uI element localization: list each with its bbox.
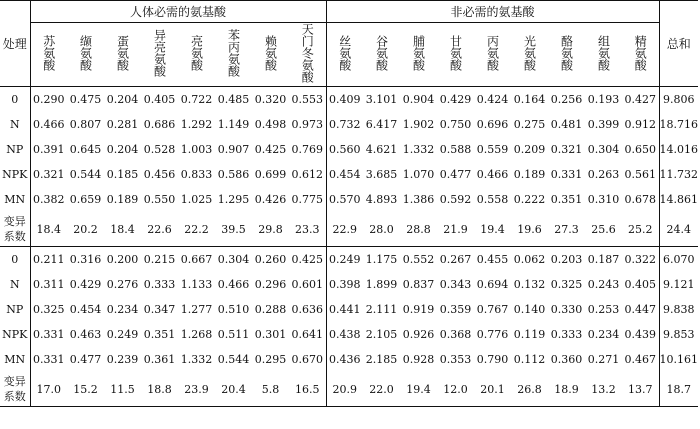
- table-cell: 0.561: [622, 162, 659, 187]
- row-label-text: NPK: [2, 328, 28, 341]
- table-row: [0, 212, 698, 247]
- table-cell: 0.296: [254, 278, 287, 291]
- table-cell: 0.185: [106, 168, 139, 181]
- row-label: [0, 162, 30, 187]
- table-cell: 0.351: [143, 328, 176, 341]
- table-row: [0, 272, 698, 297]
- table-cell: 9.838: [663, 303, 695, 316]
- table-cell: 0.447: [622, 297, 659, 322]
- column-label: 苯丙氨酸: [226, 29, 241, 77]
- table-cell: 0.732: [329, 118, 361, 131]
- table-cell: 0.398: [329, 278, 361, 291]
- table-cell: 0.290: [30, 87, 67, 113]
- row-label: [0, 112, 30, 137]
- nonessential-col-header: [511, 23, 548, 87]
- table-cell: 0.426: [254, 193, 287, 206]
- row-label: [0, 297, 30, 322]
- table-cell: 0.650: [622, 137, 659, 162]
- table-cell: 0.353: [439, 353, 472, 366]
- table-cell: 1.070: [402, 168, 435, 181]
- table-cell: 0.267: [437, 247, 474, 273]
- table-cell: 0.320: [252, 87, 289, 113]
- table-cell: 0.215: [141, 247, 178, 273]
- row-label: [0, 247, 30, 273]
- row-label-text: NP: [6, 303, 24, 316]
- row-label-text: 0: [11, 253, 19, 266]
- table-cell: 0.528: [143, 143, 176, 156]
- table-cell: 0.438: [329, 328, 361, 341]
- table-cell: 1.025: [180, 193, 213, 206]
- nonessential-group-header: 非必需的氨基酸: [326, 1, 659, 23]
- table-row: [0, 187, 698, 212]
- table-cell: 13.7: [622, 372, 659, 407]
- table-cell: 11.5: [104, 372, 141, 407]
- table-cell: 18.7: [659, 372, 698, 407]
- table-cell: 0.467: [622, 347, 659, 372]
- table-cell: 0.837: [402, 278, 435, 291]
- table-cell: 0.477: [439, 168, 472, 181]
- table-cell: 1.332: [402, 143, 435, 156]
- table-cell: 9.806: [659, 87, 698, 113]
- table-cell: 0.311: [33, 278, 65, 291]
- table-cell: 6.417: [365, 118, 398, 131]
- table-cell: 0.550: [143, 193, 176, 206]
- table-cell: 0.481: [550, 118, 583, 131]
- table-cell: 0.343: [439, 278, 472, 291]
- table-cell: 0.275: [513, 118, 546, 131]
- table-cell: 0.456: [143, 168, 176, 181]
- table-cell: 0.222: [513, 193, 546, 206]
- table-cell: 0.203: [548, 247, 585, 273]
- table-cell: 0.722: [178, 87, 215, 113]
- table-cell: 0.253: [587, 303, 620, 316]
- column-label: 精氨酸: [633, 35, 648, 71]
- row-label-text: N: [9, 118, 20, 131]
- table-cell: 0.405: [622, 272, 659, 297]
- table-cell: 0.361: [143, 353, 176, 366]
- table-cell: 0.331: [33, 328, 65, 341]
- table-cell: 1.332: [180, 353, 213, 366]
- treatment-header: 处理: [0, 1, 30, 87]
- table-cell: 4.893: [365, 193, 398, 206]
- table-cell: 0.558: [476, 193, 509, 206]
- table-cell: 0.351: [550, 193, 583, 206]
- essential-col-header: [30, 23, 67, 87]
- column-label: 谷氨酸: [374, 35, 389, 71]
- column-label: 组氨酸: [596, 35, 611, 71]
- table-cell: 20.4: [215, 372, 252, 407]
- essential-col-header: [215, 23, 252, 87]
- table-cell: 6.070: [659, 247, 698, 273]
- table-cell: 0.301: [254, 328, 287, 341]
- table-cell: 16.5: [289, 372, 326, 407]
- table-cell: 18.716: [659, 118, 698, 131]
- table-cell: 0.544: [217, 353, 250, 366]
- table-cell: 0.429: [69, 278, 102, 291]
- table-cell: 22.6: [147, 222, 172, 236]
- table-cell: 0.209: [513, 143, 546, 156]
- table-cell: 0.321: [550, 143, 583, 156]
- table-cell: 0.405: [141, 87, 178, 113]
- table-cell: 0.316: [67, 247, 104, 273]
- table-cell: 0.234: [587, 328, 620, 341]
- table-cell: 0.276: [106, 278, 139, 291]
- row-label: [0, 187, 30, 212]
- table-row: [0, 112, 698, 137]
- table-cell: 0.304: [587, 143, 620, 156]
- table-cell: 19.4: [480, 222, 505, 236]
- table-cell: 0.559: [476, 143, 509, 156]
- table-cell: 24.4: [666, 222, 691, 236]
- table-cell: 0.429: [437, 87, 474, 113]
- nonessential-col-header: [400, 23, 437, 87]
- table-cell: 0.510: [217, 303, 250, 316]
- table-cell: 10.161: [659, 353, 698, 366]
- table-cell: 2.111: [365, 303, 398, 316]
- row-label: [0, 212, 30, 247]
- table-cell: 29.8: [258, 222, 283, 236]
- table-cell: 0.333: [143, 278, 176, 291]
- table-cell: 0.455: [474, 247, 511, 273]
- nonessential-col-header: [474, 23, 511, 87]
- table-cell: 0.636: [289, 297, 326, 322]
- table-cell: 0.204: [106, 143, 139, 156]
- table-cell: 0.062: [511, 247, 548, 273]
- table-cell: 0.973: [289, 112, 326, 137]
- table-cell: 0.271: [587, 353, 620, 366]
- table-cell: 0.588: [439, 143, 472, 156]
- nonessential-col-header: [548, 23, 585, 87]
- table-cell: 27.3: [554, 222, 579, 236]
- table-cell: 0.119: [513, 328, 546, 341]
- table-cell: 19.4: [400, 372, 437, 407]
- table-cell: 0.189: [513, 168, 546, 181]
- table-cell: 0.592: [439, 193, 472, 206]
- table-cell: 0.427: [622, 87, 659, 113]
- table-cell: 0.466: [476, 168, 509, 181]
- table-cell: 0.552: [400, 247, 437, 273]
- row-label: [0, 347, 30, 372]
- table-cell: 0.425: [289, 247, 326, 273]
- table-row: [0, 347, 698, 372]
- table-cell: 0.904: [400, 87, 437, 113]
- table-cell: 9.853: [663, 328, 695, 341]
- nonessential-col-header: [326, 23, 363, 87]
- table-cell: 0.322: [622, 247, 659, 273]
- table-cell: 0.928: [402, 353, 435, 366]
- table-cell: 0.399: [587, 118, 620, 131]
- table-row: [0, 297, 698, 322]
- table-cell: 0.359: [439, 303, 472, 316]
- table-cell: 0.641: [289, 322, 326, 347]
- table-cell: 0.132: [513, 278, 546, 291]
- table-cell: 0.686: [143, 118, 176, 131]
- row-label-text: N: [9, 278, 20, 291]
- table-cell: 0.330: [550, 303, 583, 316]
- table-row: [0, 247, 698, 273]
- table-cell: 23.3: [289, 212, 326, 247]
- table-cell: 19.6: [517, 222, 542, 236]
- table-cell: 0.670: [289, 347, 326, 372]
- table-cell: 14.016: [659, 143, 698, 156]
- table-cell: 0.586: [217, 168, 250, 181]
- table-cell: 0.696: [476, 118, 509, 131]
- table-cell: 22.2: [184, 222, 209, 236]
- table-cell: 0.601: [289, 272, 326, 297]
- row-label-text: 变异系数: [3, 375, 26, 403]
- essential-col-header: [67, 23, 104, 87]
- table-cell: 20.9: [326, 372, 363, 407]
- table-cell: 0.678: [622, 187, 659, 212]
- column-label: 蛋氨酸: [115, 35, 130, 71]
- column-label: 丝氨酸: [337, 35, 352, 71]
- table-cell: 1.277: [180, 303, 213, 316]
- table-cell: 0.249: [326, 247, 363, 273]
- column-label: 亮氨酸: [189, 35, 204, 71]
- table-cell: 1.292: [180, 118, 213, 131]
- table-cell: 0.249: [106, 328, 139, 341]
- table-row: [0, 322, 698, 347]
- essential-group-header: 人体必需的氨基酸: [30, 1, 326, 23]
- nonessential-col-header: [363, 23, 400, 87]
- table-cell: 9.121: [663, 278, 695, 291]
- table-cell: 0.466: [217, 278, 250, 291]
- table-cell: 0.790: [476, 353, 509, 366]
- table-cell: 0.325: [33, 303, 65, 316]
- table-cell: 0.360: [550, 353, 583, 366]
- table-cell: 5.8: [252, 372, 289, 407]
- table-cell: 18.4: [110, 222, 135, 236]
- table-cell: 0.454: [69, 303, 102, 316]
- table-cell: 0.382: [33, 193, 65, 206]
- table-cell: 0.645: [69, 143, 102, 156]
- table-cell: 0.560: [329, 143, 361, 156]
- essential-col-header: [289, 23, 326, 87]
- row-label-text: NP: [6, 143, 24, 156]
- table-cell: 0.498: [254, 118, 287, 131]
- essential-col-header: [252, 23, 289, 87]
- essential-col-header: [141, 23, 178, 87]
- table-cell: 0.466: [33, 118, 65, 131]
- table-cell: 0.475: [67, 87, 104, 113]
- table-cell: 39.5: [221, 222, 246, 236]
- row-label-text: MN: [4, 353, 26, 366]
- table-cell: 0.333: [550, 328, 583, 341]
- table-cell: 0.699: [254, 168, 287, 181]
- table-cell: 0.667: [178, 247, 215, 273]
- table-cell: 0.769: [289, 137, 326, 162]
- table-row: [0, 87, 698, 113]
- table-cell: 3.101: [363, 87, 400, 113]
- table-cell: 0.189: [106, 193, 139, 206]
- table-cell: 0.112: [513, 353, 546, 366]
- table-cell: 2.185: [365, 353, 398, 366]
- table-cell: 0.368: [439, 328, 472, 341]
- table-cell: 0.424: [474, 87, 511, 113]
- table-cell: 0.544: [69, 168, 102, 181]
- table-cell: 0.331: [33, 353, 65, 366]
- table-cell: 18.4: [36, 222, 61, 236]
- table-cell: 0.234: [106, 303, 139, 316]
- table-cell: 0.485: [215, 87, 252, 113]
- table-cell: 0.304: [215, 247, 252, 273]
- table-cell: 28.8: [406, 222, 431, 236]
- table-cell: 0.256: [548, 87, 585, 113]
- table-cell: 1.295: [217, 193, 250, 206]
- row-label-text: 变异系数: [3, 215, 26, 243]
- table-cell: 20.1: [474, 372, 511, 407]
- table-cell: 0.164: [511, 87, 548, 113]
- table-cell: 18.9: [548, 372, 585, 407]
- table-cell: 1.003: [180, 143, 213, 156]
- table-cell: 0.391: [33, 143, 65, 156]
- column-label: 赖氨酸: [263, 35, 278, 71]
- table-cell: 0.775: [289, 187, 326, 212]
- column-label: 甘氨酸: [448, 35, 463, 71]
- table-cell: 0.776: [476, 328, 509, 341]
- table-cell: 23.9: [178, 372, 215, 407]
- table-cell: 0.321: [33, 168, 65, 181]
- table-cell: 0.409: [326, 87, 363, 113]
- table-cell: 25.2: [622, 212, 659, 247]
- table-cell: 0.288: [254, 303, 287, 316]
- column-label: 光氨酸: [522, 35, 537, 71]
- table-cell: 0.193: [585, 87, 622, 113]
- row-label: [0, 87, 30, 113]
- table-cell: 1.386: [402, 193, 435, 206]
- table-cell: 0.263: [587, 168, 620, 181]
- column-label: 缬氨酸: [78, 35, 93, 71]
- table-cell: 15.2: [67, 372, 104, 407]
- table-cell: 22.0: [363, 372, 400, 407]
- table-cell: 0.239: [106, 353, 139, 366]
- table-cell: 0.200: [104, 247, 141, 273]
- table-cell: 0.260: [252, 247, 289, 273]
- table-cell: 22.9: [332, 222, 357, 236]
- row-label-text: 0: [11, 93, 19, 106]
- table-cell: 0.912: [622, 112, 659, 137]
- table-cell: 0.659: [69, 193, 102, 206]
- table-cell: 12.0: [437, 372, 474, 407]
- table-cell: 0.187: [585, 247, 622, 273]
- table-cell: 17.0: [30, 372, 67, 407]
- table-cell: 0.211: [30, 247, 67, 273]
- table-cell: 4.621: [365, 143, 398, 156]
- table-cell: 18.8: [141, 372, 178, 407]
- table-cell: 0.454: [329, 168, 361, 181]
- row-label: [0, 272, 30, 297]
- row-label: [0, 137, 30, 162]
- table-row: [0, 162, 698, 187]
- table-cell: 0.553: [289, 87, 326, 113]
- table-cell: 0.243: [587, 278, 620, 291]
- table-cell: 0.807: [69, 118, 102, 131]
- table-row: [0, 137, 698, 162]
- table-cell: 0.907: [217, 143, 250, 156]
- table-cell: 0.439: [622, 322, 659, 347]
- row-label-text: NPK: [2, 168, 28, 181]
- table-cell: 0.425: [254, 143, 287, 156]
- column-label: 苏氨酸: [41, 35, 56, 71]
- table-cell: 1.902: [402, 118, 435, 131]
- total-header: 总和: [659, 1, 698, 87]
- table-cell: 0.612: [289, 162, 326, 187]
- table-cell: 0.331: [550, 168, 583, 181]
- table-cell: 0.750: [439, 118, 472, 131]
- row-label-text: MN: [4, 193, 26, 206]
- column-label: 天门冬氨酸: [300, 23, 315, 83]
- table-cell: 1.899: [365, 278, 398, 291]
- table-cell: 0.919: [402, 303, 435, 316]
- table-cell: 28.0: [369, 222, 394, 236]
- column-label: 丙氨酸: [485, 35, 500, 71]
- essential-col-header: [104, 23, 141, 87]
- table-cell: 0.570: [329, 193, 361, 206]
- column-label: 脯氨酸: [411, 35, 426, 71]
- row-label: [0, 372, 30, 407]
- table-cell: 0.833: [180, 168, 213, 181]
- table-cell: 0.441: [329, 303, 361, 316]
- table-cell: 0.295: [254, 353, 287, 366]
- table-cell: 0.347: [143, 303, 176, 316]
- table-cell: 0.204: [104, 87, 141, 113]
- table-cell: 0.477: [69, 353, 102, 366]
- table-cell: 0.281: [106, 118, 139, 131]
- column-label: 异亮氨酸: [152, 29, 167, 77]
- table-cell: 11.732: [659, 168, 698, 181]
- table-cell: 0.140: [513, 303, 546, 316]
- table-cell: 14.861: [659, 193, 698, 206]
- table-cell: 1.149: [217, 118, 250, 131]
- table-cell: 0.325: [550, 278, 583, 291]
- nonessential-col-header: [622, 23, 659, 87]
- table-cell: 0.694: [476, 278, 509, 291]
- table-cell: 3.685: [365, 168, 398, 181]
- table-cell: 21.9: [443, 222, 468, 236]
- nonessential-col-header: [585, 23, 622, 87]
- column-label: 酪氨酸: [559, 35, 574, 71]
- table-cell: 0.310: [587, 193, 620, 206]
- table-cell: 0.926: [402, 328, 435, 341]
- table-cell: 13.2: [585, 372, 622, 407]
- table-cell: 20.2: [73, 222, 98, 236]
- table-cell: 26.8: [511, 372, 548, 407]
- row-label: [0, 322, 30, 347]
- table-cell: 1.175: [363, 247, 400, 273]
- table-cell: 0.767: [476, 303, 509, 316]
- table-cell: 25.6: [591, 222, 616, 236]
- nonessential-col-header: [437, 23, 474, 87]
- table-cell: 1.268: [180, 328, 213, 341]
- table-cell: 2.105: [365, 328, 398, 341]
- table-cell: 0.436: [329, 353, 361, 366]
- table-cell: 0.511: [217, 328, 250, 341]
- table-cell: 0.463: [69, 328, 102, 341]
- table-row: [0, 372, 698, 407]
- essential-col-header: [178, 23, 215, 87]
- table-cell: 1.133: [180, 278, 213, 291]
